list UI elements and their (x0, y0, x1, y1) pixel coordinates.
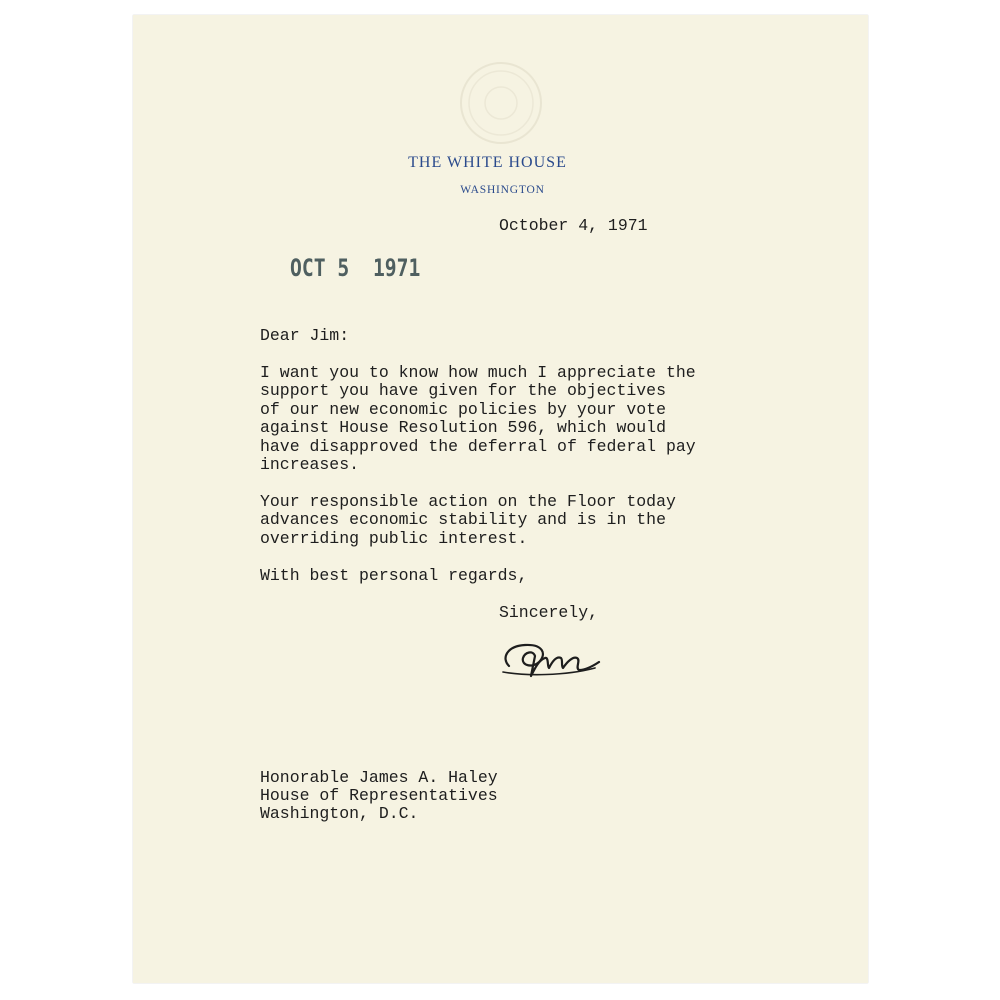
closing: Sincerely, (499, 603, 599, 622)
presidential-seal-icon (458, 60, 544, 146)
handwritten-signature-icon (495, 636, 605, 684)
salutation: Dear Jim: (260, 326, 350, 345)
body-paragraph-2: Your responsible action on the Floor today advances economic stability and is in the overriding public interest. (260, 492, 676, 548)
recipient-office: House of Representatives (260, 786, 498, 805)
letter-date: October 4, 1971 (499, 216, 648, 235)
body-paragraph-3: With best personal regards, (260, 566, 528, 585)
recipient-name: Honorable James A. Haley (260, 768, 498, 787)
recipient-city: Washington, D.C. (260, 804, 419, 823)
letterhead-title: THE WHITE HOUSE (408, 154, 567, 171)
body-paragraph-1: I want you to know how much I appreciate the support you have given for the objectives of our new economic policies by your vote against House Resolution 596, which would have disapproved the deferral of federal pay increases. (260, 363, 696, 475)
letterhead-subtitle: WASHINGTON (460, 184, 545, 196)
received-date-stamp: OCT 5 1971 (290, 254, 421, 282)
